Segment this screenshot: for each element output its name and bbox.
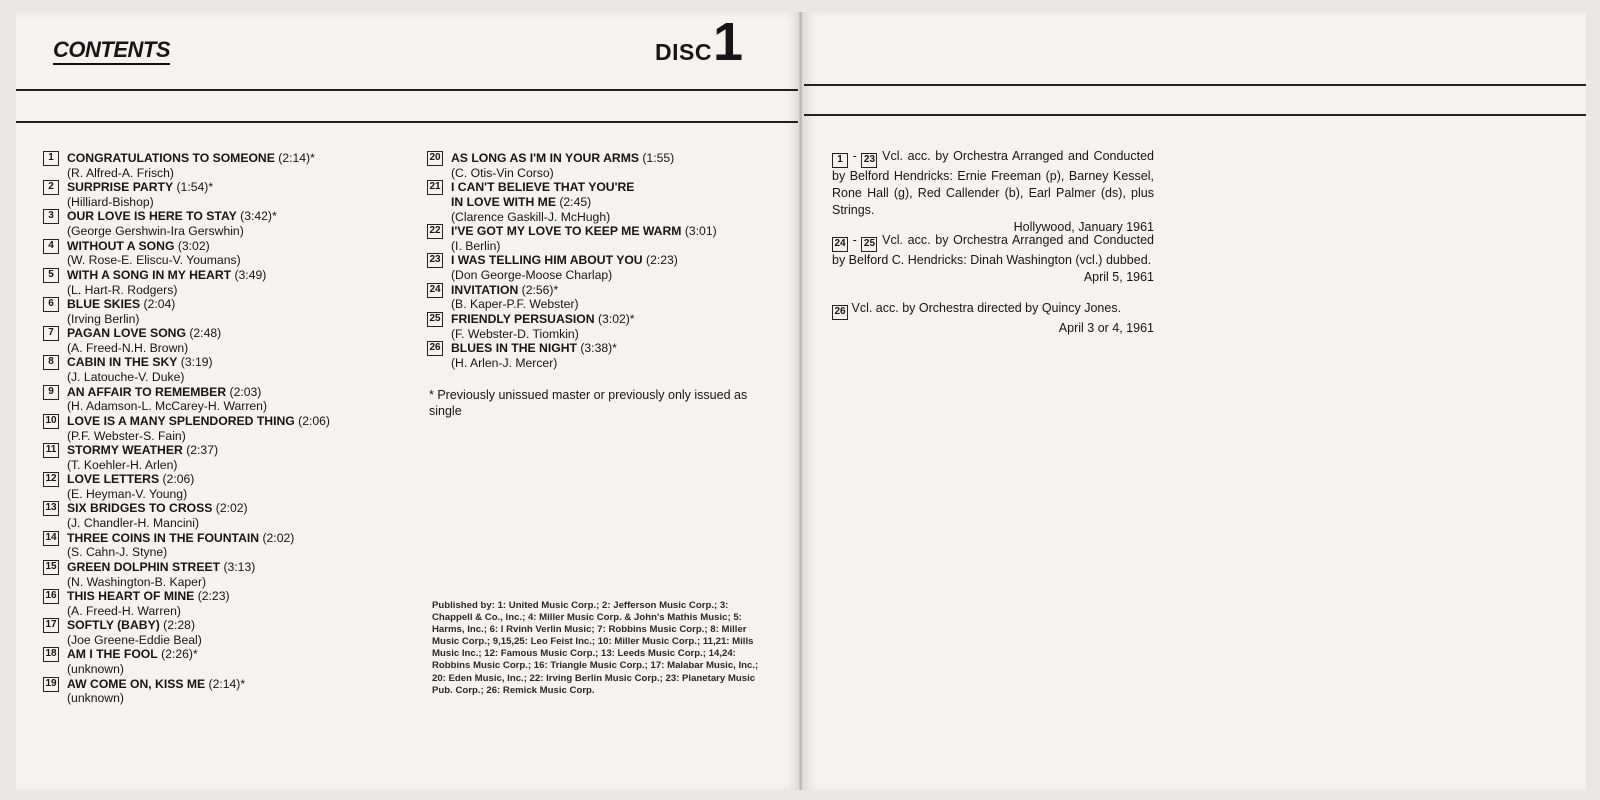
track-item — [43, 647, 403, 677]
track-title: LOVE IS A MANY SPLENDORED THING — [67, 413, 295, 428]
track-duration: (3:02) — [177, 238, 210, 253]
track-item — [43, 151, 403, 181]
track-title: GREEN DOLPHIN STREET — [67, 559, 221, 574]
track-composers: (L. Hart-R. Rodgers) — [67, 282, 178, 297]
track-number: 18 — [43, 647, 59, 662]
track-duration: (2:23) — [646, 253, 678, 268]
session-track-from: 1 — [832, 153, 848, 168]
track-number: 26 — [427, 341, 443, 356]
track-composers: (B. Kaper-P.F. Webster) — [451, 297, 579, 312]
track-duration: (3:38)* — [580, 341, 617, 356]
track-item — [43, 239, 403, 269]
track-composers: (Irving Berlin) — [67, 311, 140, 326]
track-item — [427, 283, 767, 313]
track-composers: (George Gershwin-Ira Gerswhin) — [67, 224, 244, 239]
track-number: 8 — [43, 355, 59, 370]
track-title: SURPRISE PARTY — [67, 180, 174, 195]
track-title: BLUES IN THE NIGHT — [451, 341, 577, 356]
track-number: 6 — [43, 297, 59, 312]
track-number: 4 — [43, 239, 59, 254]
track-composers: (T. Koehler-H. Arlen) — [67, 457, 178, 472]
track-title: THREE COINS IN THE FOUNTAIN — [67, 530, 260, 545]
track-title: STORMY WEATHER — [67, 443, 183, 458]
track-duration: (3:13) — [223, 559, 256, 574]
track-composers: (N. Washington-B. Kaper) — [67, 574, 207, 589]
disc-number: 1 — [712, 12, 743, 72]
track-title: PAGAN LOVE SONG — [67, 326, 186, 341]
track-composers: (Hilliard-Bishop) — [67, 195, 154, 209]
track-item — [43, 268, 403, 298]
track-duration: (2:48) — [189, 326, 222, 341]
track-composers: (Don George-Moose Charlap) — [451, 268, 613, 283]
track-composers: (F. Webster-D. Tiomkin) — [451, 326, 579, 341]
track-duration: (3:42)* — [240, 209, 277, 224]
track-number: 17 — [43, 618, 59, 633]
track-item — [43, 560, 403, 590]
session-description: Vcl. acc. by Orchestra Arranged and Conducted by Belford Hendricks: Ernie Freeman (p), Barney Kessel, Rone Hall (g), Red Callender (b), Earl Palmer (ds), plus Strings. — [832, 149, 1154, 217]
session-track-from: 26 — [832, 305, 848, 320]
track-item — [43, 589, 403, 619]
track-duration: (2:45) — [559, 195, 592, 209]
track-item — [43, 209, 403, 239]
track-duration: (2:26)* — [161, 647, 198, 662]
track-composers: (I. Berlin) — [451, 239, 501, 253]
track-composers: (A. Freed-N.H. Brown) — [67, 341, 189, 356]
track-item — [43, 355, 403, 385]
track-item — [43, 472, 403, 502]
track-duration: (2:06) — [298, 413, 330, 428]
track-item — [43, 531, 403, 561]
track-composers: (A. Freed-H. Warren) — [67, 603, 181, 618]
track-composers: (Clarence Gaskill-J. McHugh) — [451, 209, 611, 224]
track-composers: (unknown) — [67, 691, 124, 706]
session-range-separator: - — [848, 149, 862, 163]
session-track-from: 24 — [832, 237, 848, 252]
track-title: AS LONG AS I'M IN YOUR ARMS — [451, 151, 639, 165]
track-title: I WAS TELLING HIM ABOUT YOU — [451, 253, 643, 268]
disc-word: DISC — [655, 39, 712, 65]
session-track-to: 23 — [861, 153, 877, 168]
track-number: 5 — [43, 268, 59, 283]
track-duration: (3:19) — [180, 355, 213, 370]
track-item — [43, 501, 403, 531]
track-duration: (3:49) — [234, 267, 267, 282]
track-number: 14 — [43, 531, 59, 546]
track-number: 19 — [43, 677, 59, 692]
track-title: SIX BRIDGES TO CROSS — [67, 501, 213, 516]
track-composers: (J. Latouche-V. Duke) — [67, 370, 185, 385]
track-duration: (2:02) — [262, 530, 295, 545]
track-item — [43, 677, 403, 707]
track-duration: (2:02) — [215, 501, 248, 516]
track-title: AM I THE FOOL — [67, 647, 158, 662]
track-item — [43, 618, 403, 648]
track-composers: (W. Rose-E. Eliscu-V. Youmans) — [67, 253, 241, 268]
contents-title: CONTENTS — [53, 38, 170, 65]
track-number: 12 — [43, 472, 59, 487]
track-duration: (1:54)* — [176, 180, 214, 195]
header-rule-top — [16, 89, 798, 91]
track-number: 2 — [43, 180, 59, 195]
track-item — [43, 326, 403, 356]
track-number: 16 — [43, 589, 59, 604]
right-page — [802, 12, 1586, 790]
track-number: 7 — [43, 326, 59, 341]
track-title: OUR LOVE IS HERE TO STAY — [67, 209, 237, 224]
track-title: AW COME ON, KISS ME — [67, 676, 206, 691]
track-title: CABIN IN THE SKY — [67, 355, 178, 370]
track-title: CONGRATULATIONS TO SOMEONE — [67, 151, 275, 165]
track-duration: (2:14)* — [278, 151, 315, 165]
session-description: Vcl. acc. by Orchestra Arranged and Conducted by Belford C. Hendricks: Dinah Washington (vcl.) dubbed. — [832, 233, 1154, 267]
track-duration: (1:55) — [642, 151, 675, 165]
track-number: 25 — [427, 312, 443, 327]
track-composers: (C. Otis-Vin Corso) — [451, 165, 554, 180]
track-composers: (Joe Greene-Eddie Beal) — [67, 633, 202, 648]
right-header-rule-bottom — [804, 114, 1586, 116]
track-composers: (P.F. Webster-S. Fain) — [67, 428, 186, 443]
track-duration: (3:02)* — [597, 311, 635, 326]
disc-label — [655, 12, 743, 72]
track-title: I'VE GOT MY LOVE TO KEEP ME WARM — [451, 224, 682, 239]
track-composers: (unknown) — [67, 662, 124, 677]
track-item — [427, 341, 767, 371]
track-duration: (2:04) — [143, 297, 176, 312]
track-number: 15 — [43, 560, 59, 575]
track-composers: (S. Cahn-J. Styne) — [67, 545, 168, 560]
track-item — [43, 385, 403, 415]
track-list-column-1 — [43, 151, 403, 706]
track-title: WITHOUT A SONG — [67, 238, 175, 253]
track-number: 24 — [427, 283, 443, 298]
track-item — [43, 414, 403, 444]
track-composers: (H. Adamson-L. McCarey-H. Warren) — [67, 399, 268, 414]
track-number: 9 — [43, 385, 59, 400]
track-duration: (2:14)* — [208, 676, 246, 691]
track-duration: (2:03) — [229, 384, 262, 399]
session-date: April 5, 1961 — [1083, 270, 1154, 284]
track-title: WITH A SONG IN MY HEART — [67, 267, 232, 282]
session-note — [832, 232, 1154, 286]
track-title: AN AFFAIR TO REMEMBER — [67, 384, 227, 399]
publishers-credits: Published by: 1: United Music Corp.; 2: Jefferson Music Corp.; 3: Chappell & Co., Inc.; 4: Miller Music Corp. & John's Mathis Music; 5: Harms, Inc.; 6: I Rvinh Verlin Music; 7: Robbins Music Corp.; 8: Miller Music Corp.; 9,15,25: Leo Feist Inc.; 10: Miller Music Corp.; 11,21: Mills Music Inc.; 12: Famous Music Corp.; 13: Leeds Music Corp.; 14,24: Robbins Music Corp.; 16: Triangle Music Corp.; 17: Malabar Music, Inc.; 20: Eden Music, Inc.; 22: Irving Berlin Music Corp.; 23: Planetary Music Pub. Corp.; 26: Remick Music Corp. — [432, 600, 759, 696]
track-title: BLUE SKIES — [67, 297, 141, 312]
footnote: * Previously unissued master or previously only issued as single — [429, 388, 748, 418]
track-composers: (J. Chandler-H. Mancini) — [67, 516, 200, 531]
track-number: 1 — [43, 151, 59, 166]
session-date: Hollywood, January 1961 — [1013, 220, 1154, 234]
track-title: THIS HEART OF MINE — [67, 589, 195, 604]
session-track-to: 25 — [861, 237, 877, 252]
track-duration: (2:28) — [163, 618, 196, 633]
session-note — [832, 300, 1154, 337]
track-number: 21 — [427, 180, 443, 195]
track-list-column-2 — [427, 151, 767, 370]
track-duration: (2:56)* — [521, 282, 559, 297]
session-description: Vcl. acc. by Orchestra directed by Quincy Jones. — [851, 301, 1122, 315]
track-number: 13 — [43, 501, 59, 516]
track-title: I CAN'T BELIEVE THAT YOU'RE — [451, 180, 635, 195]
track-number: 3 — [43, 209, 59, 224]
track-composers: (R. Alfred-A. Frisch) — [67, 165, 174, 180]
track-duration: (2:23) — [197, 589, 230, 604]
track-number: 10 — [43, 414, 59, 429]
track-item — [427, 312, 767, 342]
track-title: SOFTLY (BABY) — [67, 618, 160, 633]
track-item — [427, 180, 767, 224]
track-composers: (H. Arlen-J. Mercer) — [451, 355, 558, 370]
track-item — [43, 443, 403, 473]
track-duration: (2:37) — [186, 443, 219, 458]
track-title: INVITATION — [451, 282, 519, 297]
track-title-continued: IN LOVE WITH ME — [451, 195, 556, 209]
right-header-rule-top — [804, 84, 1586, 86]
track-duration: (3:01) — [684, 224, 717, 239]
track-title: LOVE LETTERS — [67, 472, 160, 487]
track-item — [43, 180, 403, 210]
track-number: 11 — [43, 443, 59, 458]
track-composers: (E. Heyman-V. Young) — [67, 487, 188, 502]
track-number: 20 — [427, 151, 443, 166]
track-item — [43, 297, 403, 327]
track-item — [427, 253, 767, 283]
session-range-separator: - — [848, 233, 862, 247]
session-note — [832, 148, 1154, 236]
track-number: 22 — [427, 224, 443, 239]
header-rule-bottom — [16, 121, 798, 123]
track-item — [427, 151, 767, 181]
track-item — [427, 224, 767, 254]
session-date: April 3 or 4, 1961 — [1058, 321, 1154, 335]
track-number: 23 — [427, 253, 443, 268]
track-duration: (2:06) — [162, 472, 195, 487]
track-title: FRIENDLY PERSUASION — [451, 311, 595, 326]
